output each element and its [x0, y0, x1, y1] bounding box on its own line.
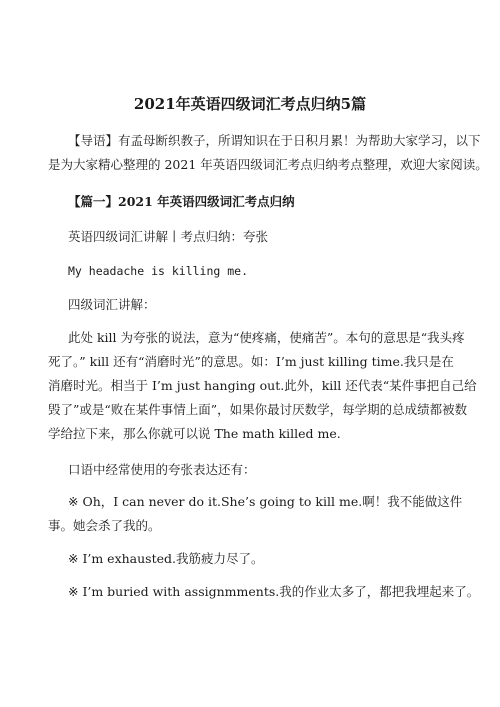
paragraph-2: My headache is killing me. [68, 264, 249, 278]
intro-line-1: 【导语】有孟母断织教子，所谓知识在于日积月累！为帮助大家学习，以下 [68, 133, 481, 148]
paragraph-4 [48, 326, 477, 446]
paragraph-7: ※ I’m exhausted.我筋疲力尽了。 [68, 551, 264, 566]
paragraph-1: 英语四级词汇讲解丨考点归纳：夸张 [68, 229, 269, 244]
paragraph-4-line-4: 毁了”或是“败在某件事情上面”，如果你最讨厌数学，每学期的总成绩都被数 [48, 402, 468, 417]
paragraph-5: 口语中经常使用的夸张表达还有： [68, 462, 256, 477]
paragraph-4-line-3: 消磨时光。相当于 I’m just hanging out.此外，kill 还代表“某件事把自己给 [48, 378, 477, 393]
document-title: 2021年英语四级词汇考点归纳5篇 [133, 95, 367, 113]
paragraph-6 [48, 490, 463, 538]
paragraph-4-line-1: 此处 kill 为夸张的说法，意为“使疼痛，使痛苦”。本句的意思是“我头疼 [68, 330, 465, 345]
paragraph-6-line-2: 事。她会杀了我的。 [48, 518, 161, 533]
paragraph-6-line-1: ※ Oh，I can never do it.She’s going to kill me.啊！我不能做这件 [68, 494, 463, 509]
intro-paragraph [48, 129, 488, 177]
paragraph-8: ※ I’m buried with assignmments.我的作业太多了，都把我埋起来了。 [68, 584, 480, 599]
section-heading: 【篇一】2021 年英语四级词汇考点归纳 [68, 194, 295, 209]
paragraph-3: 四级词汇讲解： [68, 297, 156, 312]
paragraph-4-line-2: 死了。” kill 还有“消磨时光”的意思。如：I’m just killing time.我只是在 [48, 354, 454, 369]
intro-line-2: 是为大家精心整理的 2021 年英语四级词汇考点归纳考点整理，欢迎大家阅读。 [48, 157, 488, 172]
paragraph-4-line-5: 学给拉下来，那么你就可以说 The math killed me. [48, 426, 341, 441]
